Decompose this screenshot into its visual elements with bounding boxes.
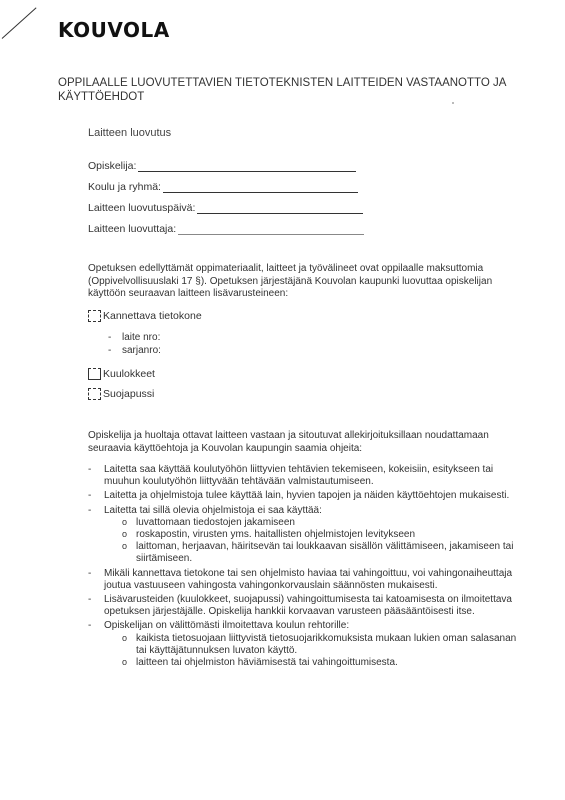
student-line[interactable] [138, 161, 356, 172]
handover-person-label: Laitteen luovuttaja: [88, 223, 177, 235]
term-item: - Mikäli kannettava tietokone tai sen ohjelmisto haviaa tai vahingoittuu, voi vahingonaiheuttaja joutua vastuuseen vahingosta vahingonkorvauslain säännösten mukaisesti. [88, 568, 528, 592]
handover-date-field[interactable] [88, 202, 363, 214]
laptop-checkbox[interactable] [88, 310, 101, 322]
student-field[interactable] [88, 160, 356, 172]
term-subitem: o kaikista tietosuojaan liittyvistä tietosuojarikkomuksista mukaan lukien oman salasanan tai käyttäjätunnuksen luvaton käyttö. [122, 633, 528, 657]
term-item: - Lisävarusteiden (kuulokkeet, suojapussi) vahingoittumisesta tai katoamisesta on ilmoitettava opetuksen järjestäjälle. Opiskelija hankkii korvaavan varusteen pääsääntöisesti itse. [88, 594, 528, 618]
term-item: - Opiskelijan on välittömästi ilmoitettava koulun rehtorille: o kaikista tietosuojaan liittyvistä tietosuojarikkomuksista mukaan lukien oman salasanan tai käyttäjätunnuksen luvaton käyttö. o laitteen tai ohjelmiston häviämisestä tai vahingoittumisesta. [88, 620, 528, 669]
serial-number-line: - sarjanro: [108, 345, 161, 356]
terms-list [88, 464, 528, 671]
term-subitem: o laittoman, herjaavan, häiritsevän tai loukkaavan sisällön välittämiseen, jakamiseen tai siirtämiseen. [122, 541, 528, 565]
serial-number-label: sarjanro: [122, 345, 161, 356]
school-group-label: Koulu ja ryhmä: [88, 181, 161, 193]
term-sublist [104, 633, 528, 670]
headphones-checkbox[interactable] [88, 368, 101, 380]
bag-label: Suojapussi [103, 388, 155, 400]
intro-paragraph: Opetuksen edellyttämät oppimateriaalit, laitteet ja työvälineet ovat oppilaalle maksuttomia (Oppivelvollisuuslaki 17 §). Opetuksen järjestäjänä Kouvolan kaupunki luovuttaa opiskelijan käyttöön seuraavan laitteen lisävarusteineen: [88, 263, 493, 299]
laptop-row[interactable] [88, 310, 202, 322]
term-item: - Laitetta ja ohjelmistoja tulee käyttää lain, hyvien tapojen ja näiden käyttöehtojen mukaisesti. [88, 490, 528, 502]
scan-speck [452, 102, 454, 104]
headphones-label: Kuulokkeet [103, 368, 155, 380]
handover-person-line[interactable] [178, 224, 364, 235]
bag-checkbox[interactable] [88, 388, 101, 400]
term-sublist [104, 517, 528, 566]
section-heading: Laitteen luovutus [88, 127, 172, 139]
headphones-row[interactable] [88, 368, 155, 380]
term-item: - Laitetta saa käyttää koulutyöhön liittyvien tehtävien tekemiseen, kokeisiin, esitykseen tai muuhun koulutyöhön liittyvään tehtävään valmistautumiseen. [88, 464, 528, 488]
kouvola-logo: KOUVOLA [58, 18, 170, 42]
term-item: - Laitetta tai sillä olevia ohjelmistoja ei saa käyttää: o luvattomaan tiedostojen jakamiseen o roskapostin, virusten yms. haitallisten ohjelmistojen levitykseen o laittoman, herjaavan, häiritsevän tai loukkaavan sisällön välittämiseen, jakamiseen tai siirtämiseen. [88, 505, 528, 566]
agreement-paragraph: Opiskelija ja huoltaja ottavat laitteen vastaan ja sitoutuvat allekirjoituksillaan noudattamaan seuraavia käyttöehtoja ja Kouvolan kaupungin saamia ohjeita: [88, 430, 489, 454]
student-label: Opiskelija: [88, 160, 137, 172]
term-subitem: o laitteen tai ohjelmiston häviämisestä tai vahingoittumisesta. [122, 657, 528, 669]
document-title: OPPILAALLE LUOVUTETTAVIEN TIETOTEKNISTEN LAITTEIDEN VASTAANOTTO JA KÄYTTÖEHDOT [58, 77, 506, 103]
laptop-label: Kannettava tietokone [103, 310, 202, 322]
handover-date-line[interactable] [197, 203, 363, 214]
bag-row[interactable] [88, 388, 154, 400]
term-subitem: o roskapostin, virusten yms. haitallisten ohjelmistojen levitykseen [122, 529, 528, 541]
device-number-line: - laite nro: [108, 332, 161, 343]
scan-mark [2, 7, 37, 39]
handover-person-field[interactable] [88, 223, 364, 235]
school-group-line[interactable] [163, 182, 358, 193]
school-group-field[interactable] [88, 181, 358, 193]
term-subitem: o luvattomaan tiedostojen jakamiseen [122, 517, 528, 529]
device-number-label: laite nro: [122, 332, 161, 343]
handover-date-label: Laitteen luovutuspäivä: [88, 202, 196, 214]
